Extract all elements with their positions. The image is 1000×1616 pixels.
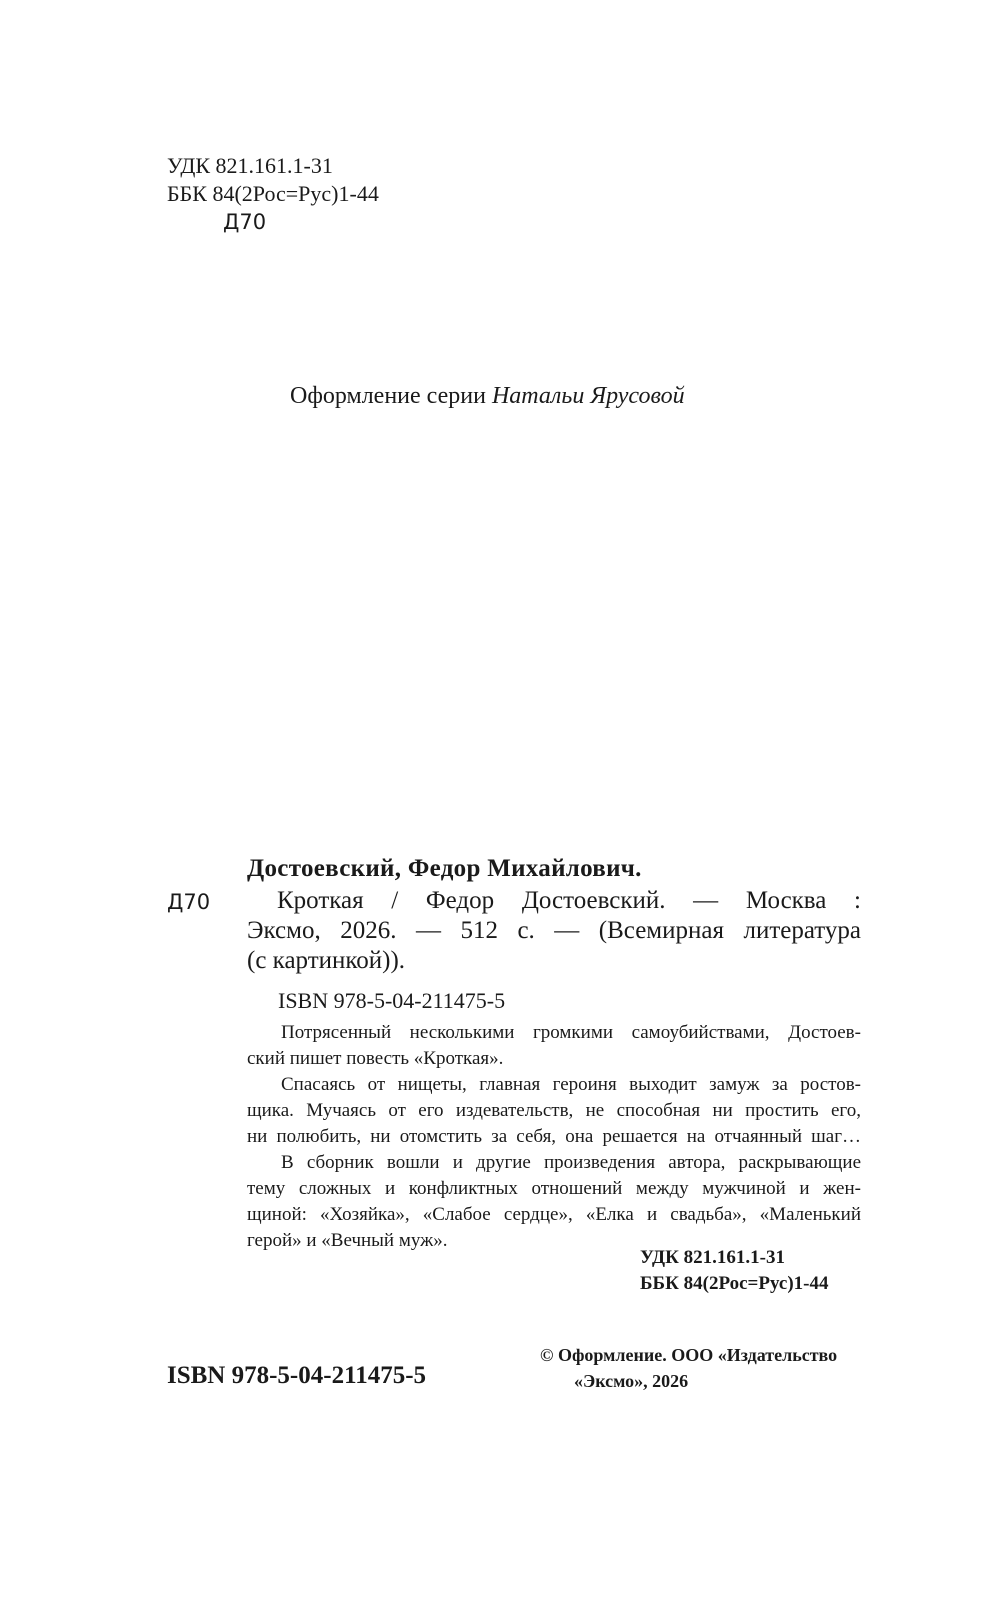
annotation-line: В сборник вошли и другие произведения автора, раскрывающие	[281, 1152, 861, 1173]
annotation-paragraph	[247, 1020, 861, 1072]
description-line: (с картинкой)).	[247, 947, 406, 974]
catalog-bbk: ББК 84(2Рос=Рус)1-44	[640, 1273, 829, 1294]
bbk-code: ББК 84(2Рос=Рус)1-44	[167, 181, 379, 206]
author-mark: Д70	[223, 210, 267, 234]
udk-code: УДК 821.161.1-31	[167, 153, 333, 178]
catalog-annotation	[247, 1020, 861, 1254]
series-design-credit	[290, 383, 685, 410]
annotation-line: щиной: «Хозяйка», «Слабое сердце», «Елка и свадьба», «Маленький	[247, 1204, 861, 1225]
description-line: Эксмо, 2026. — 512 с. — (Всемирная литература	[247, 917, 861, 944]
copyright-line: «Эксмо», 2026	[574, 1371, 689, 1391]
annotation-line: ни полюбить, ни отомстить за себя, она решается на отчаянный шаг…	[247, 1126, 861, 1147]
catalog-author: Достоевский, Федор Михайлович.	[247, 855, 642, 882]
annotation-line: Потрясенный несколькими громкими самоубийствами, Достоев-	[281, 1022, 861, 1043]
catalog-udk: УДК 821.161.1-31	[640, 1247, 785, 1268]
copyright-notice	[540, 1342, 837, 1394]
annotation-paragraph	[247, 1072, 861, 1150]
annotation-line: щика. Мучаясь от его издевательств, не способная ни простить его,	[247, 1100, 861, 1121]
catalog-description	[247, 886, 861, 976]
catalog-classification	[640, 1245, 828, 1297]
catalog-isbn: ISBN 978-5-04-211475-5	[278, 988, 506, 1013]
annotation-line: ский пишет повесть «Кроткая».	[247, 1048, 504, 1069]
series-designer-name: Натальи Ярусовой	[491, 383, 685, 409]
catalog-author-mark: Д70	[167, 890, 211, 914]
copyright-line: © Оформление. ООО «Издательство	[540, 1345, 838, 1365]
description-line: Кроткая / Федор Достоевский. — Москва :	[277, 887, 861, 914]
annotation-paragraph	[247, 1150, 861, 1254]
annotation-line: герой» и «Вечный муж».	[247, 1230, 448, 1251]
top-classification	[167, 152, 379, 236]
annotation-line: Спасаясь от нищеты, главная героиня выходит замуж за ростов-	[281, 1074, 861, 1095]
footer-isbn: ISBN 978-5-04-211475-5	[167, 1362, 427, 1389]
annotation-line: тему сложных и конфликтных отношений между мужчиной и жен-	[247, 1178, 861, 1199]
series-design-prefix: Оформление серии	[290, 383, 486, 409]
